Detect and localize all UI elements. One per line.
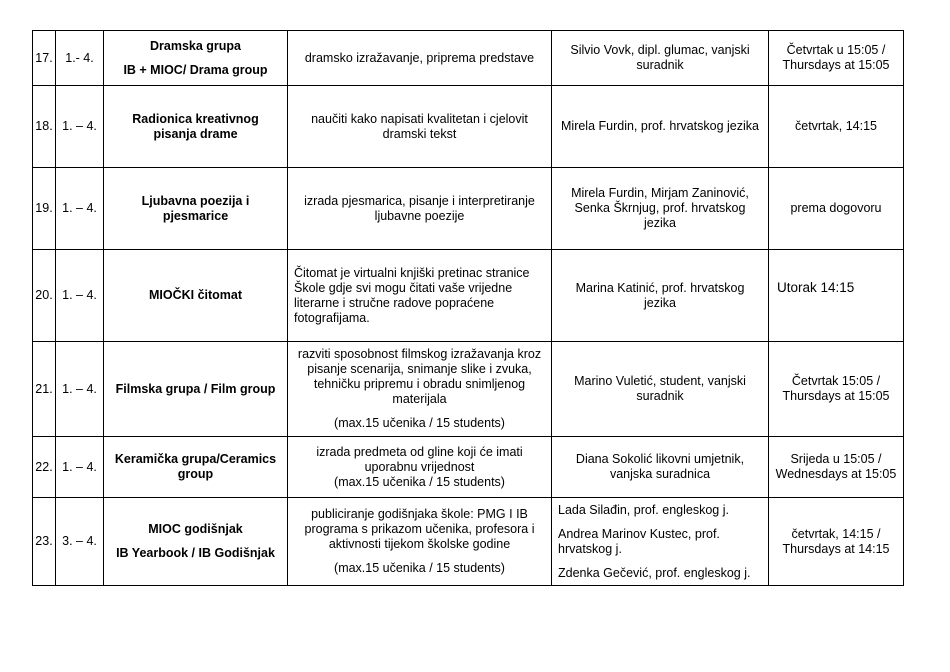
row-number-cell <box>33 437 56 498</box>
schedule-time: Utorak 14:15 <box>777 280 855 296</box>
table-row <box>33 342 904 437</box>
row-number-cell <box>33 250 56 342</box>
activity-name-cell <box>104 31 288 86</box>
description-text: naučiti kako napisati kvalitetan i cjelovit dramski tekst <box>311 111 528 141</box>
grades-range: 1.- 4. <box>65 50 94 65</box>
activity-name-line: MIOČKI čitomat <box>148 288 243 302</box>
activity-name-line: Radionica kreativnog pisanja drame <box>132 111 259 141</box>
activities-table <box>32 30 904 586</box>
activity-name-line: IB + MIOC/ Drama group <box>123 62 268 77</box>
grades-range: 1. – 4. <box>62 119 97 133</box>
activity-name-cell <box>104 250 288 342</box>
schedule-cell <box>769 250 904 342</box>
teachers-cell <box>552 342 769 437</box>
description-text: izrada pjesmarica, pisanje i interpretiranje ljubavne poezije <box>304 193 535 223</box>
teachers-cell <box>552 498 769 586</box>
schedule-cell <box>769 437 904 498</box>
description-text: publiciranje godišnjaka škole: PMG I IB programa s prikazom učenika, profesora i aktivnosti tijekom školske godine <box>304 507 535 551</box>
grades-cell <box>56 86 104 168</box>
max-students-note: (max.15 učenika / 15 students) <box>334 561 505 575</box>
table-row <box>33 250 904 342</box>
activity-name-line: Keramička grupa/Ceramics group <box>114 452 277 481</box>
teachers-cell <box>552 250 769 342</box>
row-number: 17. <box>35 50 53 65</box>
teacher-name: Andrea Marinov Kustec, prof. hrvatskog j. <box>558 526 720 556</box>
row-number: 18. <box>35 119 53 133</box>
table-row <box>33 86 904 168</box>
description-text: razviti sposobnost filmskog izražavanja kroz pisanje scenarija, snimanje slike i zvuka, tehničku pripremu i obradu snimljenog materijala <box>297 347 542 406</box>
schedule-cell <box>769 342 904 437</box>
grades-range: 1. – 4. <box>62 201 97 215</box>
activity-name-line: Dramska grupa <box>149 38 241 53</box>
row-number-cell <box>33 342 56 437</box>
teachers-cell <box>552 168 769 250</box>
grades-cell <box>56 342 104 437</box>
teachers-cell <box>552 86 769 168</box>
description-cell <box>288 168 552 250</box>
schedule-cell <box>769 86 904 168</box>
table-row <box>33 437 904 498</box>
description-text: dramsko izražavanje, priprema predstave <box>304 50 535 65</box>
teacher-name: Lada Silađin, prof. engleskog j. <box>558 502 729 517</box>
row-number: 23. <box>35 534 53 548</box>
row-number-cell <box>33 31 56 86</box>
description-cell <box>288 250 552 342</box>
row-number: 19. <box>35 201 53 215</box>
grades-range: 3. – 4. <box>62 534 97 548</box>
grades-cell <box>56 437 104 498</box>
teacher-name: Mirela Furdin, Mirjam Zaninović, Senka Škrnjug, prof. hrvatskog jezika <box>571 186 749 230</box>
activity-name-cell <box>104 498 288 586</box>
teachers-cell <box>552 31 769 86</box>
schedule-cell <box>769 31 904 86</box>
description-text: Čitomat je virtualni knjiški pretinac stranice Škole gdje svi mogu čitati vaše vrijedne literarne i stručne radove popraćene fotografijama. <box>294 265 530 325</box>
activity-name-line: IB Yearbook / IB Godišnjak <box>116 546 275 560</box>
description-cell <box>288 342 552 437</box>
teacher-name: Zdenka Gečević, prof. engleskog j. <box>558 565 751 580</box>
schedule-time: Srijeda u 15:05 / Wednesdays at 15:05 <box>775 452 897 481</box>
max-students-note: (max.15 učenika / 15 students) <box>334 474 505 489</box>
description-cell <box>288 86 552 168</box>
grades-range: 1. – 4. <box>62 381 97 396</box>
grades-cell <box>56 168 104 250</box>
description-cell <box>288 437 552 498</box>
schedule-time: Četvrtak 15:05 / Thursdays at 15:05 <box>782 374 890 403</box>
teacher-name: Marina Katinić, prof. hrvatskog jezika <box>575 280 745 310</box>
teacher-name: Mirela Furdin, prof. hrvatskog jezika <box>561 119 759 133</box>
table-row <box>33 168 904 250</box>
schedule-cell <box>769 498 904 586</box>
row-number-cell <box>33 498 56 586</box>
teacher-name: Diana Sokolić likovni umjetnik, vanjska suradnica <box>575 452 745 481</box>
activity-name-line: Ljubavna poezija i pjesmarice <box>141 193 250 223</box>
row-number-cell <box>33 168 56 250</box>
schedule-time: prema dogovoru <box>790 201 882 215</box>
schedule-cell <box>769 168 904 250</box>
row-number: 20. <box>35 288 53 302</box>
description-cell <box>288 31 552 86</box>
activity-name-line: Filmska grupa / Film group <box>115 381 276 396</box>
schedule-time: četvrtak, 14:15 / Thursdays at 14:15 <box>782 526 890 556</box>
row-number: 21. <box>35 381 53 396</box>
teacher-name: Marino Vuletić, student, vanjski suradnik <box>574 374 746 403</box>
activity-name-line: MIOC godišnjak <box>148 522 243 536</box>
schedule-time: četvrtak, 14:15 <box>795 119 877 133</box>
activity-name-cell <box>104 86 288 168</box>
schedule-time: Četvrtak u 15:05 / Thursdays at 15:05 <box>782 43 890 72</box>
grades-cell <box>56 31 104 86</box>
description-cell <box>288 498 552 586</box>
activity-name-cell <box>104 437 288 498</box>
grades-cell <box>56 250 104 342</box>
table-row <box>33 498 904 586</box>
max-students-note: (max.15 učenika / 15 students) <box>334 416 505 430</box>
teachers-cell <box>552 437 769 498</box>
row-number-cell <box>33 86 56 168</box>
grades-range: 1. – 4. <box>62 459 97 474</box>
grades-cell <box>56 498 104 586</box>
row-number: 22. <box>35 459 53 474</box>
activity-name-cell <box>104 342 288 437</box>
description-text: izrada predmeta od gline koji će imati uporabnu vrijednost <box>316 444 523 474</box>
activity-name-cell <box>104 168 288 250</box>
teacher-name: Silvio Vovk, dipl. glumac, vanjski suradnik <box>570 43 750 72</box>
grades-range: 1. – 4. <box>62 288 97 302</box>
table-row <box>33 31 904 86</box>
